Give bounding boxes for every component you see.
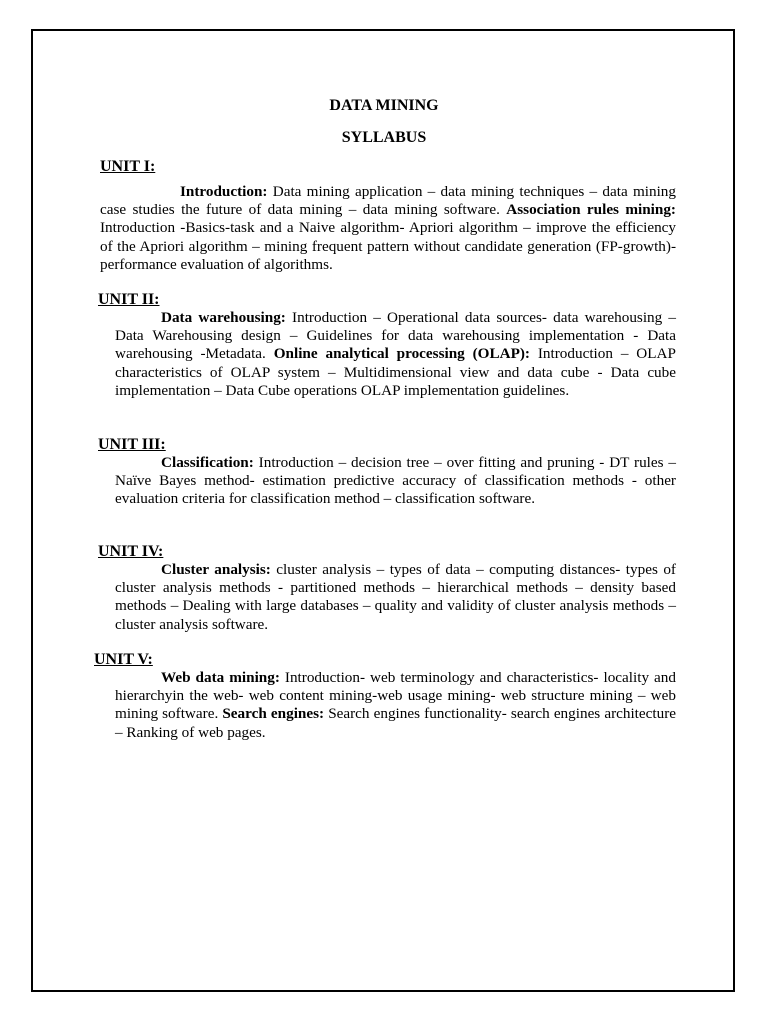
unit-1-text-2: Introduction -Basics-task and a Naive algorithm- Apriori algorithm – improve the efficiency of the Apriori algorithm – mining frequent pattern without candidate generation (FP-growth)-performance evaluation of algorithms.	[100, 219, 676, 273]
unit-5-topic-2: Search engines:	[222, 705, 325, 723]
unit-2-body	[115, 309, 676, 400]
unit-3-text-1: Introduction – decision tree – over fitting and pruning - DT rules – Naïve Bayes method- estimation predictive accuracy of classification methods - other evaluation criteria for classification method – classification software.	[115, 454, 676, 508]
unit-2-heading: UNIT II:	[98, 291, 160, 308]
unit-4-heading: UNIT IV:	[98, 543, 164, 560]
unit-5-text-1: Introduction- web terminology and characteristics- locality and hierarchyin the web- web content mining-web usage mining- web structure mining – web mining software.	[115, 669, 676, 723]
unit-4-topic-1: Cluster analysis:	[161, 561, 271, 578]
unit-4-text-1: cluster analysis – types of data – computing distances- types of cluster analysis methods - partitioned methods – hierarchical methods – density based methods – Dealing with large databases – quality and validity of cluster analysis methods – cluster analysis software.	[115, 561, 676, 633]
unit-1-topic-1: Introduction:	[180, 183, 268, 200]
unit-4-body	[115, 561, 676, 634]
unit-3-topic-1: Classification:	[161, 454, 254, 471]
unit-3-heading: UNIT III:	[98, 436, 166, 453]
unit-1-topic-2: Association rules mining:	[506, 201, 676, 219]
unit-1-text-1: Data mining application – data mining techniques – data mining case studies the future of data mining – data mining software.	[100, 183, 676, 219]
unit-5-heading: UNIT V:	[94, 651, 153, 668]
document-title: DATA MINING	[329, 97, 439, 114]
unit-2-topic-2: Online analytical processing (OLAP):	[273, 345, 530, 363]
unit-5-topic-1: Web data mining:	[161, 669, 280, 686]
document-subtitle: SYLLABUS	[341, 129, 427, 146]
unit-1-heading: UNIT I:	[100, 158, 156, 175]
unit-5-text-2: Search engines functionality- search engines architecture – Ranking of web pages.	[115, 705, 676, 741]
unit-1-body	[100, 183, 676, 274]
unit-2-text-2: Introduction – OLAP characteristics of OLAP system – Multidimensional view and data cube - Data cube implementation – Data Cube operations OLAP implementation guidelines.	[115, 345, 676, 399]
unit-2-text-1: Introduction – Operational data sources- data warehousing – Data Warehousing design – Guidelines for data warehousing implementation - Data warehousing -Metadata.	[115, 309, 676, 363]
unit-5-body	[115, 669, 676, 742]
unit-3-body	[115, 454, 676, 509]
unit-2-topic-1: Data warehousing:	[161, 309, 286, 326]
